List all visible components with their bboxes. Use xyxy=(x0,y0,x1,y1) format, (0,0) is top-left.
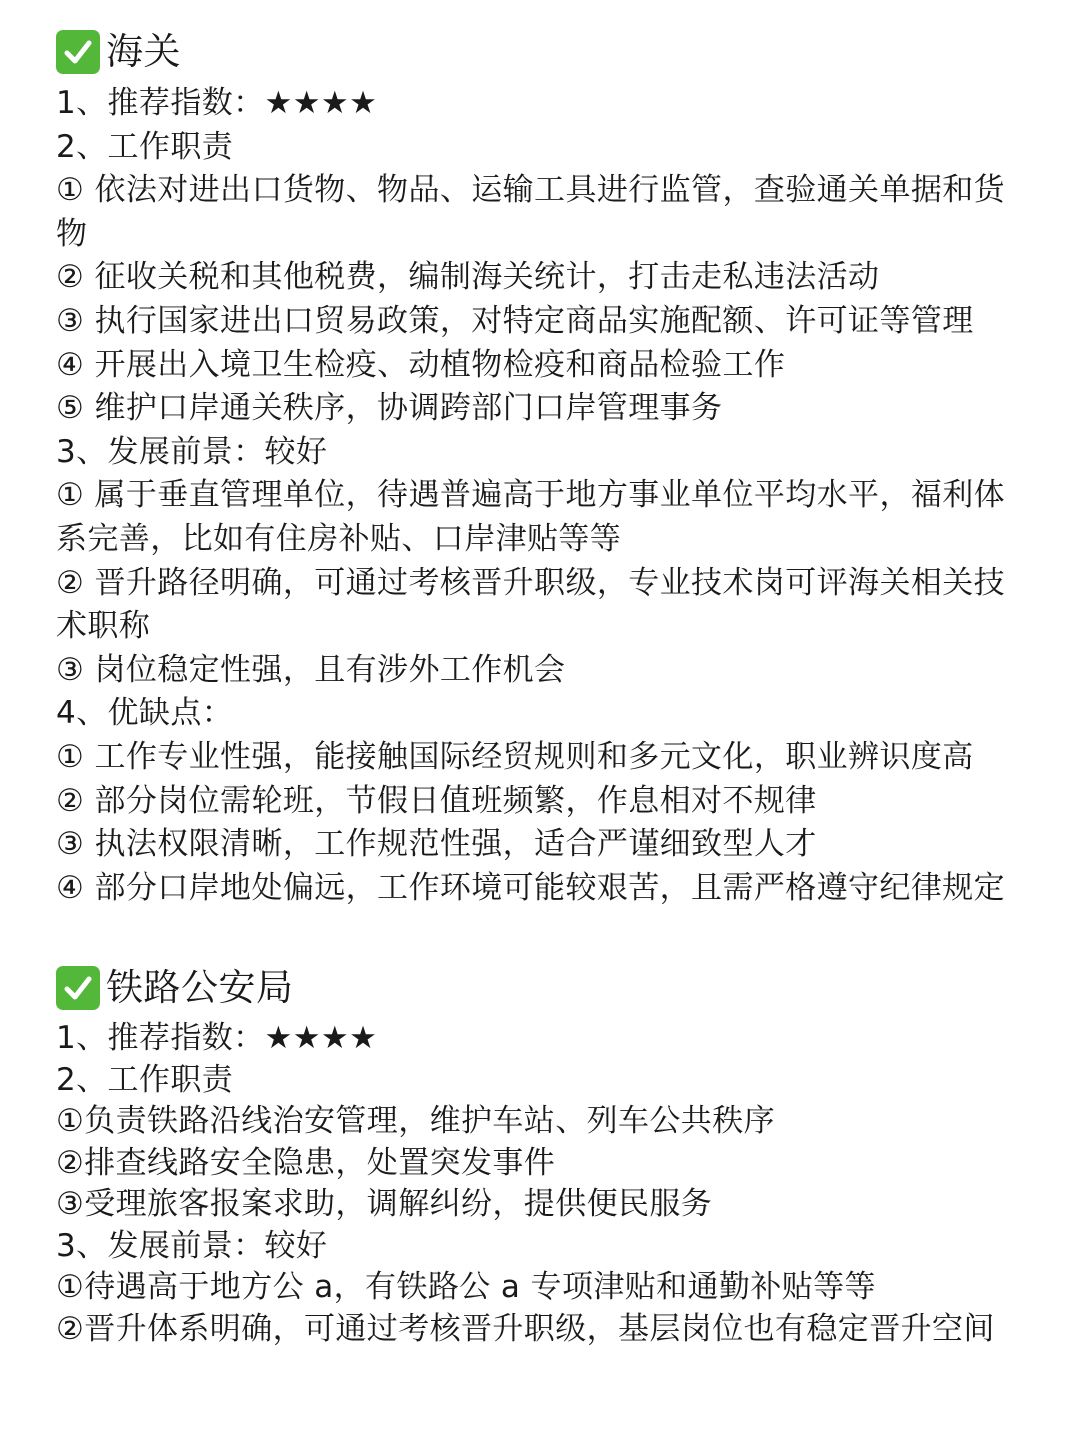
section-title-row xyxy=(56,960,1024,1016)
check-mark-icon-glyph xyxy=(61,971,95,1005)
prospect-item: ① 属于垂直管理单位，待遇普遍高于地方事业单位平均水平，福利体系完善，比如有住房补贴、口岸津贴等等 xyxy=(56,477,1006,557)
prospect-item: ② 晋升路径明确，可通过考核晋升职级，专业技术岗可评海关相关技术职称 xyxy=(56,564,1006,645)
pros-cons-item: ④ 部分口岸地处偏远，工作环境可能较艰苦，且需严格遵守纪律规定 xyxy=(56,869,1006,906)
duty-item: ③ 执行国家进出口贸易政策，对特定商品实施配额、许可证等管理 xyxy=(56,302,974,339)
duty-item: ① 依法对进出口货物、物品、运输工具进行监管，查验通关单据和货物 xyxy=(56,172,1006,252)
section-title: 铁路公安局 xyxy=(106,966,294,1010)
duty-item: ①负责铁路沿线治安管理，维护车站、列车公共秩序 xyxy=(56,1103,775,1140)
section-title-row xyxy=(56,24,1024,80)
duty-item: ③受理旅客报案求助，调解纠纷，提供便民服务 xyxy=(56,1186,713,1223)
section-customs xyxy=(56,24,1024,910)
duty-item: ②排查线路安全隐患，处置突发事件 xyxy=(56,1144,556,1181)
recommend-index: 1、推荐指数：★★★★ xyxy=(56,1020,378,1057)
pros-cons-item: ① 工作专业性强，能接触国际经贸规则和多元文化，职业辨识度高 xyxy=(56,738,974,775)
check-mark-icon xyxy=(56,30,100,74)
pros-cons-item: ② 部分岗位需轮班，节假日值班频繁，作息相对不规律 xyxy=(56,782,817,819)
prospect-item: ①待遇高于地方公 a，有铁路公 a 专项津贴和通勤补贴等等 xyxy=(56,1269,876,1306)
duty-item: ② 征收关税和其他税费，编制海关统计，打击走私违法活动 xyxy=(56,259,880,296)
section-title: 海关 xyxy=(106,30,181,73)
document-page xyxy=(56,24,1024,1350)
check-mark-icon-glyph xyxy=(61,35,95,69)
duties-heading: 2、工作职责 xyxy=(56,1061,234,1098)
check-mark-icon xyxy=(56,966,100,1010)
duties-heading: 2、工作职责 xyxy=(56,128,234,165)
pros-cons-heading: 4、优缺点： xyxy=(56,695,234,732)
prospect-item: ②晋升体系明确，可通过考核晋升职级，基层岗位也有稳定晋升空间 xyxy=(56,1310,995,1347)
prospect-heading: 3、发展前景：较好 xyxy=(56,1227,328,1264)
duty-item: ⑤ 维护口岸通关秩序，协调跨部门口岸管理事务 xyxy=(56,390,723,427)
pros-cons-item: ③ 执法权限清晰，工作规范性强，适合严谨细致型人才 xyxy=(56,826,817,863)
prospect-item: ③ 岗位稳定性强，且有涉外工作机会 xyxy=(56,651,566,688)
duty-item: ④ 开展出入境卫生检疫、动植物检疫和商品检验工作 xyxy=(56,346,786,383)
prospect-heading: 3、发展前景：较好 xyxy=(56,433,328,470)
recommend-index: 1、推荐指数：★★★★ xyxy=(56,85,378,121)
section-railway-police xyxy=(56,960,1024,1350)
